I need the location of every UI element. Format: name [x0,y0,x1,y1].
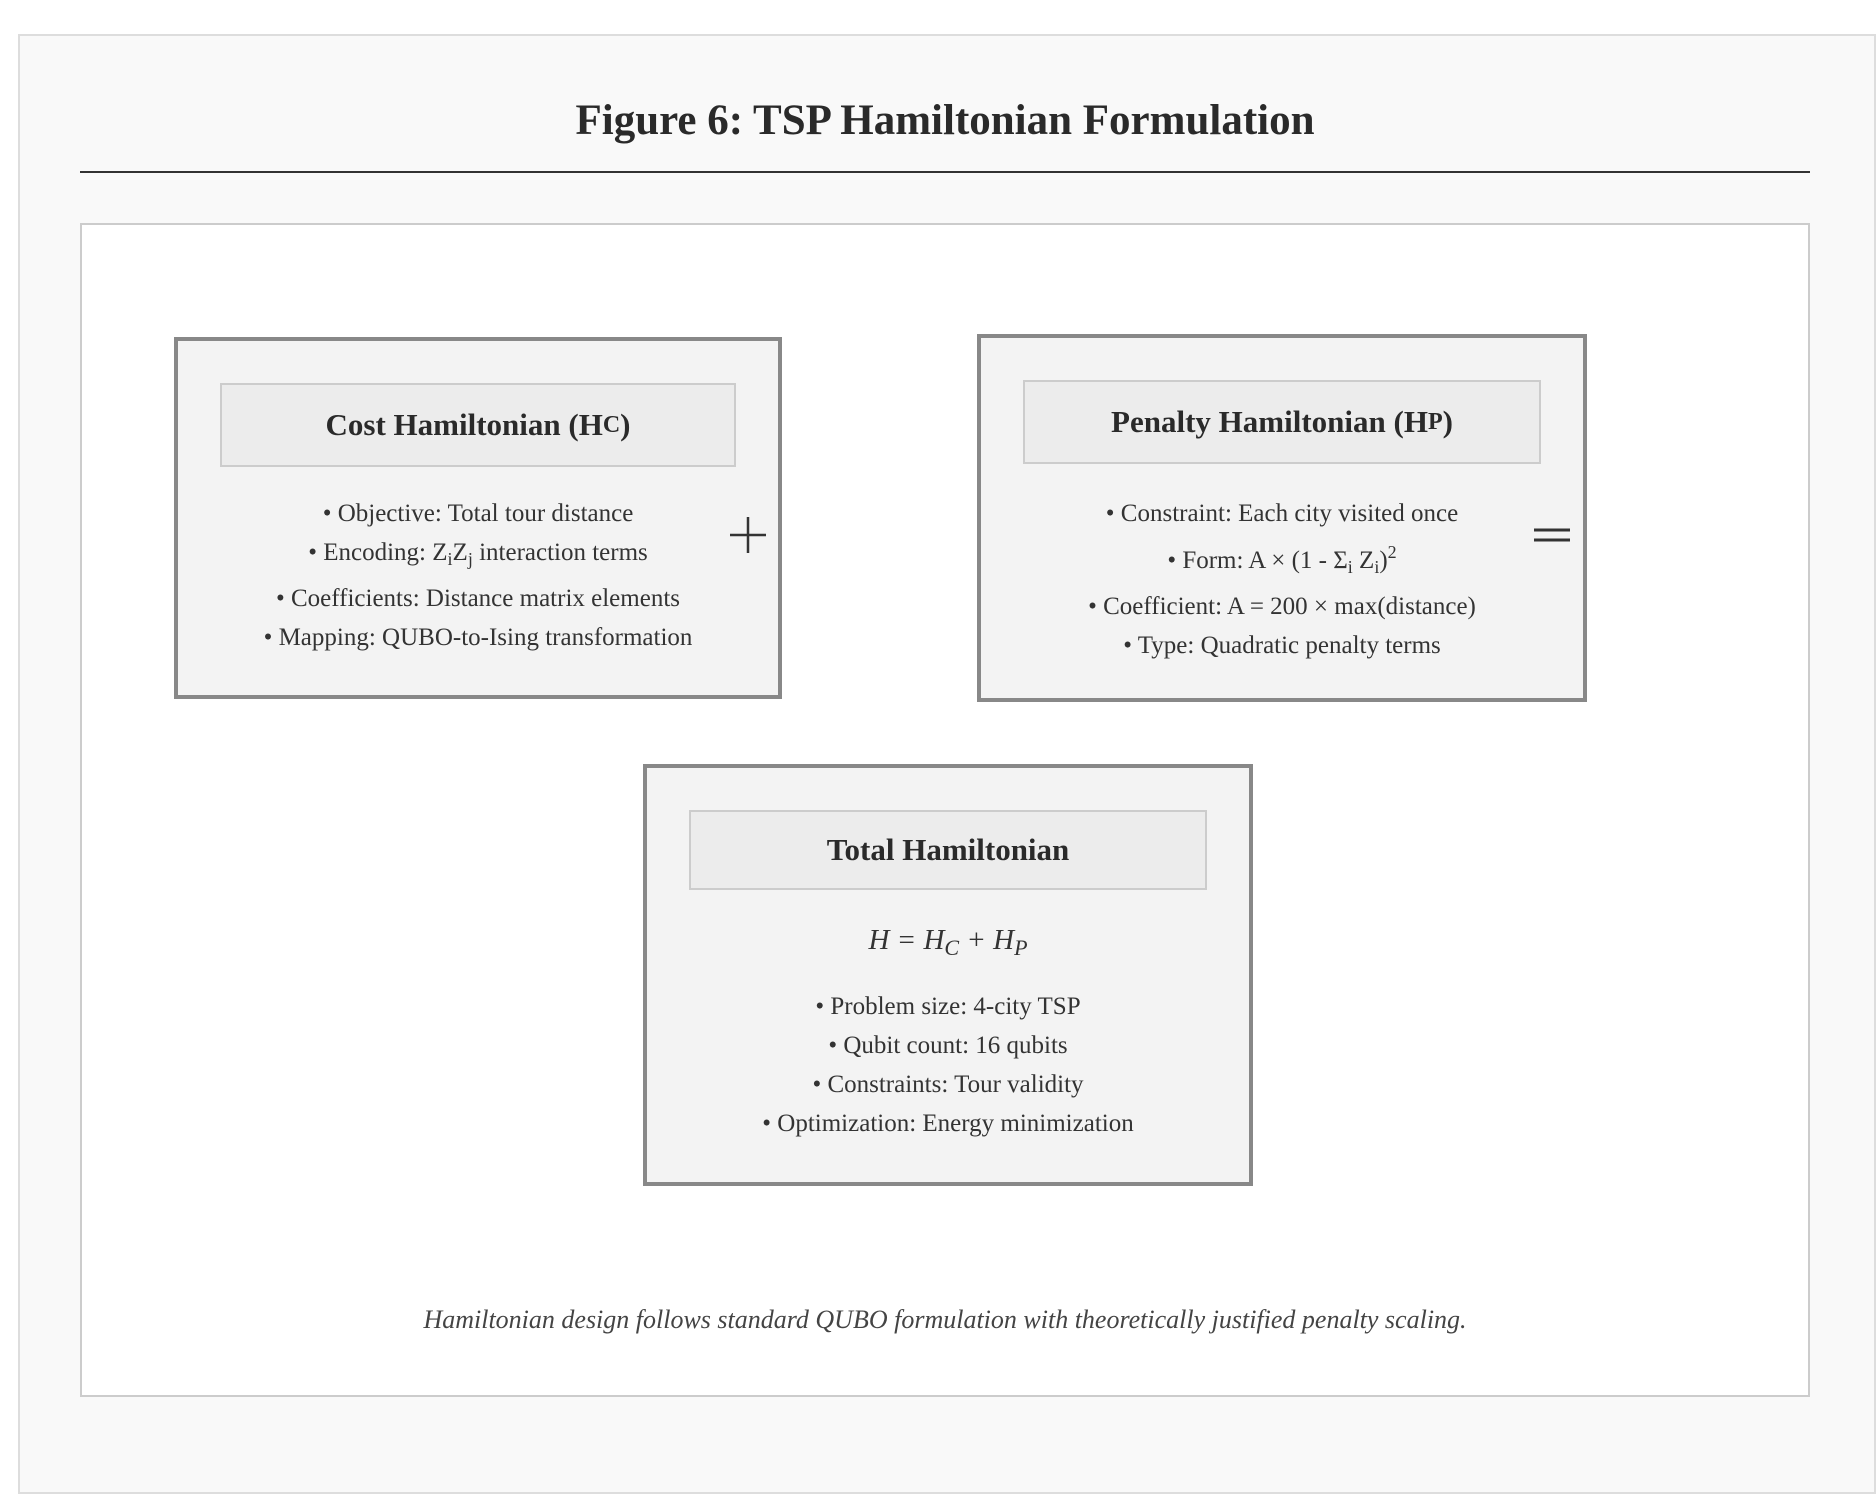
total-item-list [647,987,1249,1143]
cost-item-mapping: • Mapping: QUBO-to-Ising transformation [263,624,693,651]
penalty-title-close: ) [1442,404,1453,439]
total-item-optimization: • Optimization: Energy minimization [762,1110,1134,1137]
total-hamiltonian-box [643,764,1253,1186]
cost-title-close: ) [620,407,631,442]
cost-item-objective: • Objective: Total tour distance [322,500,634,527]
penalty-hamiltonian-box [977,334,1587,702]
equals-icon [1532,515,1572,555]
figure-page [18,34,1876,1494]
cost-item-encoding: • Encoding: $Z_iZ_j$ interaction terms [308,539,648,569]
penalty-title-text: Penalty Hamiltonian (H [1111,404,1428,439]
total-hamiltonian-title: Total Hamiltonian [689,810,1207,890]
total-hamiltonian-formula: $H = H_C + H_P$ [868,924,1028,960]
figure-caption: Hamiltonian design follows standard QUBO formulation with theoretically justified penalty scaling. [423,1305,1467,1334]
diagram-panel [80,223,1810,1397]
title-divider [80,171,1810,173]
penalty-item-list [981,494,1583,665]
penalty-item-form: • Form: $A \times (1 - \Sigma_i$ $Z_i)^2$ [1167,542,1397,577]
penalty-title-subscript: P [1427,408,1443,435]
penalty-item-coefficient: • Coefficient: A = 200 × max(distance) [1088,593,1476,620]
total-item-problem-size: • Problem size: 4-city TSP [815,993,1081,1020]
penalty-item-type: • Type: Quadratic penalty terms [1123,632,1441,659]
cost-title-text: Cost Hamiltonian (H [325,407,603,442]
penalty-item-constraint: • Constraint: Each city visited once [1105,500,1459,527]
cost-item-coefficients: • Coefficients: Distance matrix elements [275,585,680,612]
cost-hamiltonian-title [220,383,736,467]
total-item-qubit-count: • Qubit count: 16 qubits [828,1032,1068,1059]
figure-title: Figure 6: TSP Hamiltonian Formulation [575,97,1315,144]
cost-item-list [178,494,778,657]
plus-icon [728,515,768,555]
penalty-hamiltonian-title [1023,380,1541,464]
cost-hamiltonian-box [174,337,782,699]
total-item-constraints: • Constraints: Tour validity [812,1071,1084,1098]
cost-title-subscript: C [602,411,621,438]
